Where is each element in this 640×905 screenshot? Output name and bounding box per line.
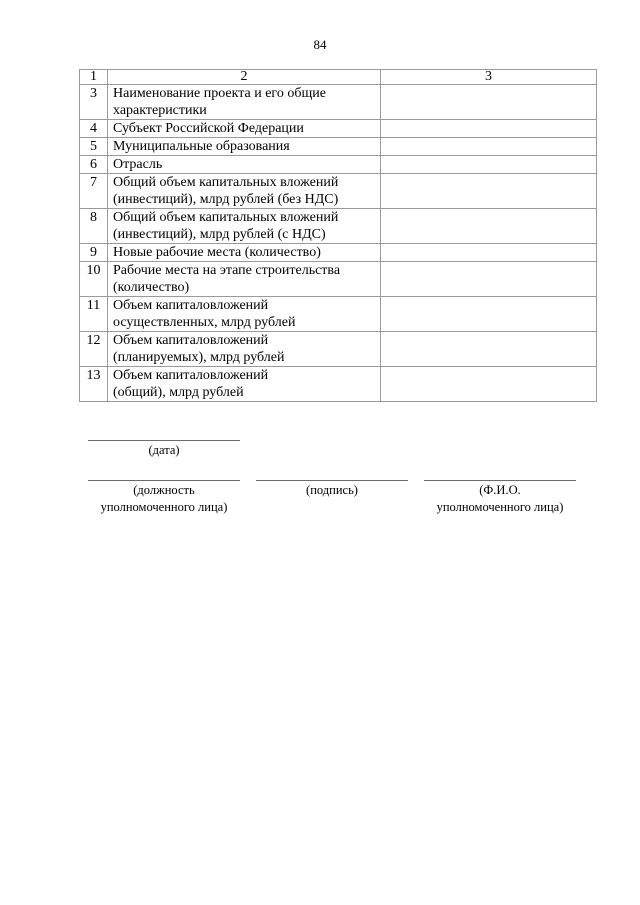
row-name (108, 156, 381, 174)
column-header-2: 2 (108, 70, 381, 85)
table-row (80, 244, 597, 262)
row-number: 8 (80, 209, 108, 244)
row-name-line: (общий), млрд рублей (113, 385, 244, 400)
row-name (108, 367, 381, 402)
project-info-table (79, 69, 597, 402)
row-name-line: Объем капиталовложений (113, 333, 269, 348)
row-value-cell[interactable] (381, 156, 597, 174)
table-row (80, 367, 597, 402)
position-label-line-1: (должность (133, 483, 195, 497)
row-number: 9 (80, 244, 108, 262)
row-value-cell[interactable] (381, 209, 597, 244)
table-row (80, 332, 597, 367)
row-value-cell[interactable] (381, 138, 597, 156)
signature-label: (подпись) (306, 483, 358, 497)
row-name-line: Общий объем капитальных вложений (113, 175, 339, 190)
row-name (108, 297, 381, 332)
date-label: (дата) (148, 443, 180, 457)
row-value-cell[interactable] (381, 332, 597, 367)
row-value-cell[interactable] (381, 85, 597, 120)
row-name-line: Общий объем капитальных вложений (113, 210, 339, 225)
row-name-line: (инвестиций), млрд рублей (с НДС) (113, 227, 326, 242)
row-name (108, 174, 381, 209)
row-number: 10 (80, 262, 108, 297)
row-name-line: (инвестиций), млрд рублей (без НДС) (113, 192, 339, 207)
full-name-label (410, 482, 590, 516)
row-value-cell[interactable] (381, 174, 597, 209)
row-name-line: Наименование проекта и его общие (113, 86, 326, 101)
row-number: 11 (80, 297, 108, 332)
row-number: 13 (80, 367, 108, 402)
row-number: 4 (80, 120, 108, 138)
row-value-cell[interactable] (381, 297, 597, 332)
row-number: 5 (80, 138, 108, 156)
row-name-line: Субъект Российской Федерации (113, 121, 304, 136)
table-row (80, 138, 597, 156)
row-name-line: Рабочие места на этапе строительства (113, 263, 341, 278)
full-name-label-line-1: (Ф.И.О. (479, 483, 521, 497)
row-name-line: (количество) (113, 280, 190, 295)
row-name-line: Объем капиталовложений (113, 368, 269, 383)
position-label (74, 482, 254, 516)
column-header-1: 1 (80, 70, 108, 85)
row-number: 7 (80, 174, 108, 209)
table-header-row (80, 70, 597, 85)
row-value-cell[interactable] (381, 262, 597, 297)
signature-line (256, 480, 408, 481)
row-name (108, 244, 381, 262)
full-name-line (424, 480, 576, 481)
table-row (80, 262, 597, 297)
row-value-cell[interactable] (381, 120, 597, 138)
row-name (108, 120, 381, 138)
row-name-line: характеристики (113, 103, 207, 118)
row-name-line: (планируемых), млрд рублей (113, 350, 285, 365)
row-number: 6 (80, 156, 108, 174)
table-row (80, 85, 597, 120)
date-line (88, 440, 240, 441)
row-name (108, 138, 381, 156)
row-value-cell[interactable] (381, 244, 597, 262)
row-name-line: Новые рабочие места (количество) (113, 245, 321, 260)
table-row (80, 174, 597, 209)
full-name-label-line-2: уполномоченного лица) (436, 500, 564, 514)
table-row (80, 120, 597, 138)
row-name (108, 262, 381, 297)
row-name (108, 209, 381, 244)
row-name-line: осуществленных, млрд рублей (113, 315, 296, 330)
page-number: 84 (313, 37, 327, 52)
row-name (108, 332, 381, 367)
row-name-line: Объем капиталовложений (113, 298, 269, 313)
table-row (80, 156, 597, 174)
row-name-line: Муниципальные образования (113, 139, 290, 154)
table-row (80, 297, 597, 332)
column-header-3: 3 (381, 70, 597, 85)
table-row (80, 209, 597, 244)
position-label-line-2: уполномоченного лица) (100, 500, 228, 514)
position-line (88, 480, 240, 481)
row-value-cell[interactable] (381, 367, 597, 402)
row-name-line: Отрасль (113, 157, 163, 172)
row-name (108, 85, 381, 120)
row-number: 12 (80, 332, 108, 367)
row-number: 3 (80, 85, 108, 120)
